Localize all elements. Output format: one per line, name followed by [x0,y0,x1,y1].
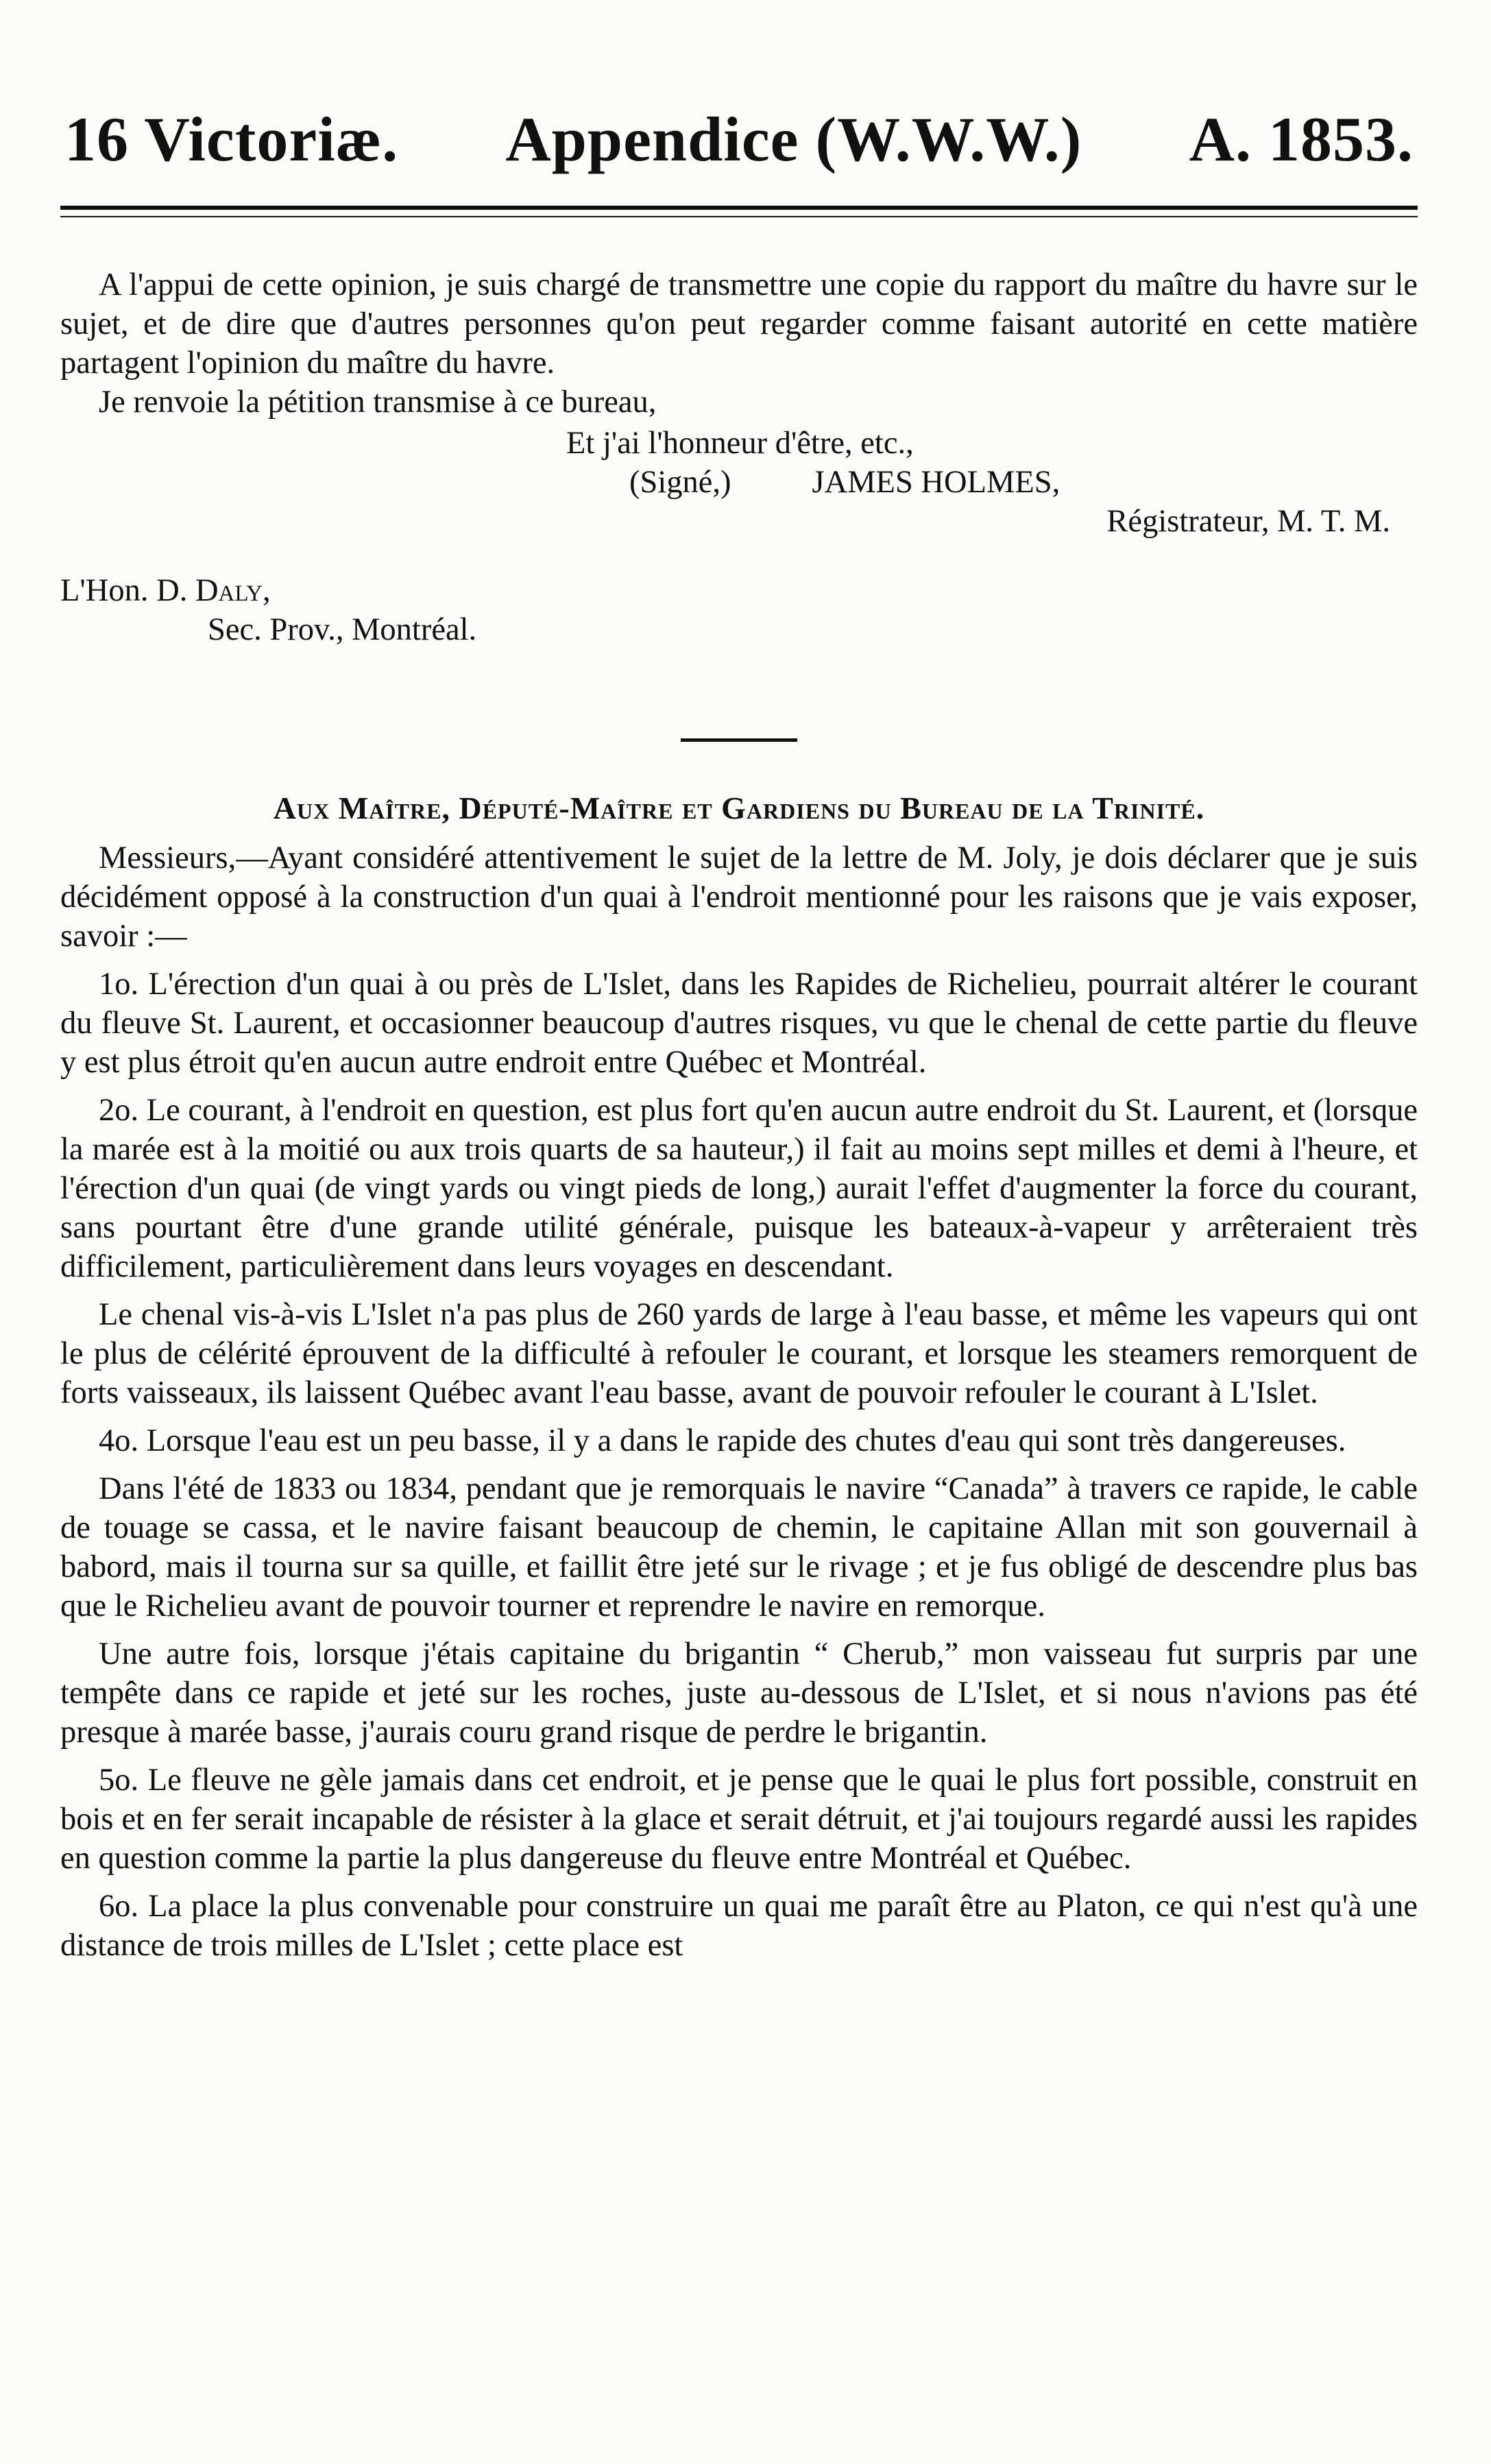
addressee-line [60,571,1418,610]
header-year: A. 1853. [1189,104,1414,174]
report-paragraph: Le chenal vis-à-vis L'Islet n'a pas plus de 260 yards de large à l'eau basse, et même les vapeurs qui ont le plus de célérité éprouvent de la difficulté à refouler le courant, et lorsque les steamers remorquent de forts vaisseaux, ils laissent Québec avant l'eau basse, avant de pouvoir refouler le courant à L'Islet. [60,1297,1418,1410]
report-paragraph: 1o. L'érection d'un quai à ou près de L'Islet, dans les Rapides de Richelieu, pourrait altérer le courant du fleuve St. Laurent, et occasionner beaucoup d'autres risques, vu que le chenal de cette partie du fleuve y est plus étroit qu'en aucun autre endroit entre Québec et Montréal. [60,967,1418,1080]
letter-paragraph: A l'appui de cette opinion, je suis chargé de transmettre une copie du rapport du maître du havre sur le sujet, et de dire que d'autres personnes qu'on peut regarder comme faisant autorité en cette matière partagent l'opinion du maître du havre. [60,267,1418,381]
report-paragraph: Messieurs,—Ayant considéré attentivement le sujet de la lettre de M. Joly, je dois déclarer que je suis décidément opposé à la construction d'un quai à l'endroit mentionné pour les raisons que je vais exposer, savoir :— [60,841,1418,954]
addressee-name: Daly, [195,573,271,608]
report-paragraph: 4o. Lorsque l'eau est un peu basse, il y a dans le rapide des chutes d'eau qui sont très dangereuses. [99,1423,1346,1458]
letter-closing: Et j'ai l'honneur d'être, etc., [566,426,914,461]
report-body [60,838,1418,1965]
letter-paragraph: Je renvoie la pétition transmise à ce bureau, [99,385,657,420]
signature-line [629,463,1418,502]
header-rule-thin [60,216,1418,217]
report-paragraph: 6o. La place la plus convenable pour construire un quai me paraît être au Platon, ce qui n'est qu'à une distance de trois milles de L'Islet ; cette place est [60,1889,1418,1963]
section-divider [681,738,797,742]
document-page [60,103,1418,1965]
report-paragraph: Dans l'été de 1833 ou 1834, pendant que je remorquais le navire “Canada” à travers ce rapide, le cable de touage se cassa, et le navire faisant beaucoup de chemin, le capitaine Allan mit son gouvernail à babord, mais il tourna sur sa quille, et faillit être jeté sur le rivage ; et je fus obligé de descendre plus bas que le Richelieu avant de pouvoir tourner et reprendre le navire en remorque. [60,1471,1418,1623]
signer-title: Régistrateur, M. T. M. [1106,504,1390,539]
header-rule-thick [60,206,1418,210]
letter-body [60,265,1418,649]
running-header [60,103,1418,176]
addressee-office: Sec. Prov., Montréal. [208,612,477,647]
report-paragraph: 5o. Le fleuve ne gèle jamais dans cet endroit, et je pense que le quai le plus fort possible, construit en bois et en fer serait incapable de résister à la glace et serait détruit, et j'ai toujours regardé aussi les rapides en question comme la partie la plus dangereuse du fleuve entre Montréal et Québec. [60,1763,1418,1876]
report-paragraph: 2o. Le courant, à l'endroit en question, est plus fort qu'en aucun autre endroit du St. Laurent, et (lorsque la marée est à la moitié ou aux trois quarts de sa hauteur,) il fait au moins sept milles et demi à l'heure, et l'érection d'un quai (de vingt yards ou vingt pieds de long,) aurait l'effet d'augmenter la force du courant, sans pourtant être d'une grande utilité générale, puisque les bateaux-à-vapeur y arrêteraient très difficilement, particulièrement dans leurs voyages en descendant. [60,1093,1418,1284]
header-appendix: Appendice (W.W.W.) [505,104,1082,174]
report-paragraph: Une autre fois, lorsque j'étais capitaine du brigantin “ Cherub,” mon vaisseau fut surpris par une tempête dans ce rapide et jeté sur les roches, juste au-dessous de L'Islet, et si nous n'avions pas été presque à marée basse, j'aurais couru grand risque de perdre le brigantin. [60,1636,1418,1750]
header-session: 16 Victoriæ. [64,104,399,174]
signer-name: JAMES HOLMES, [812,465,1060,500]
addressee-prefix: L'Hon. D. [60,573,195,608]
signed-label: (Signé,) [629,465,731,500]
report-heading: Aux Maître, Député-Maître et Gardiens du Bureau de la Trinité. [273,790,1205,825]
